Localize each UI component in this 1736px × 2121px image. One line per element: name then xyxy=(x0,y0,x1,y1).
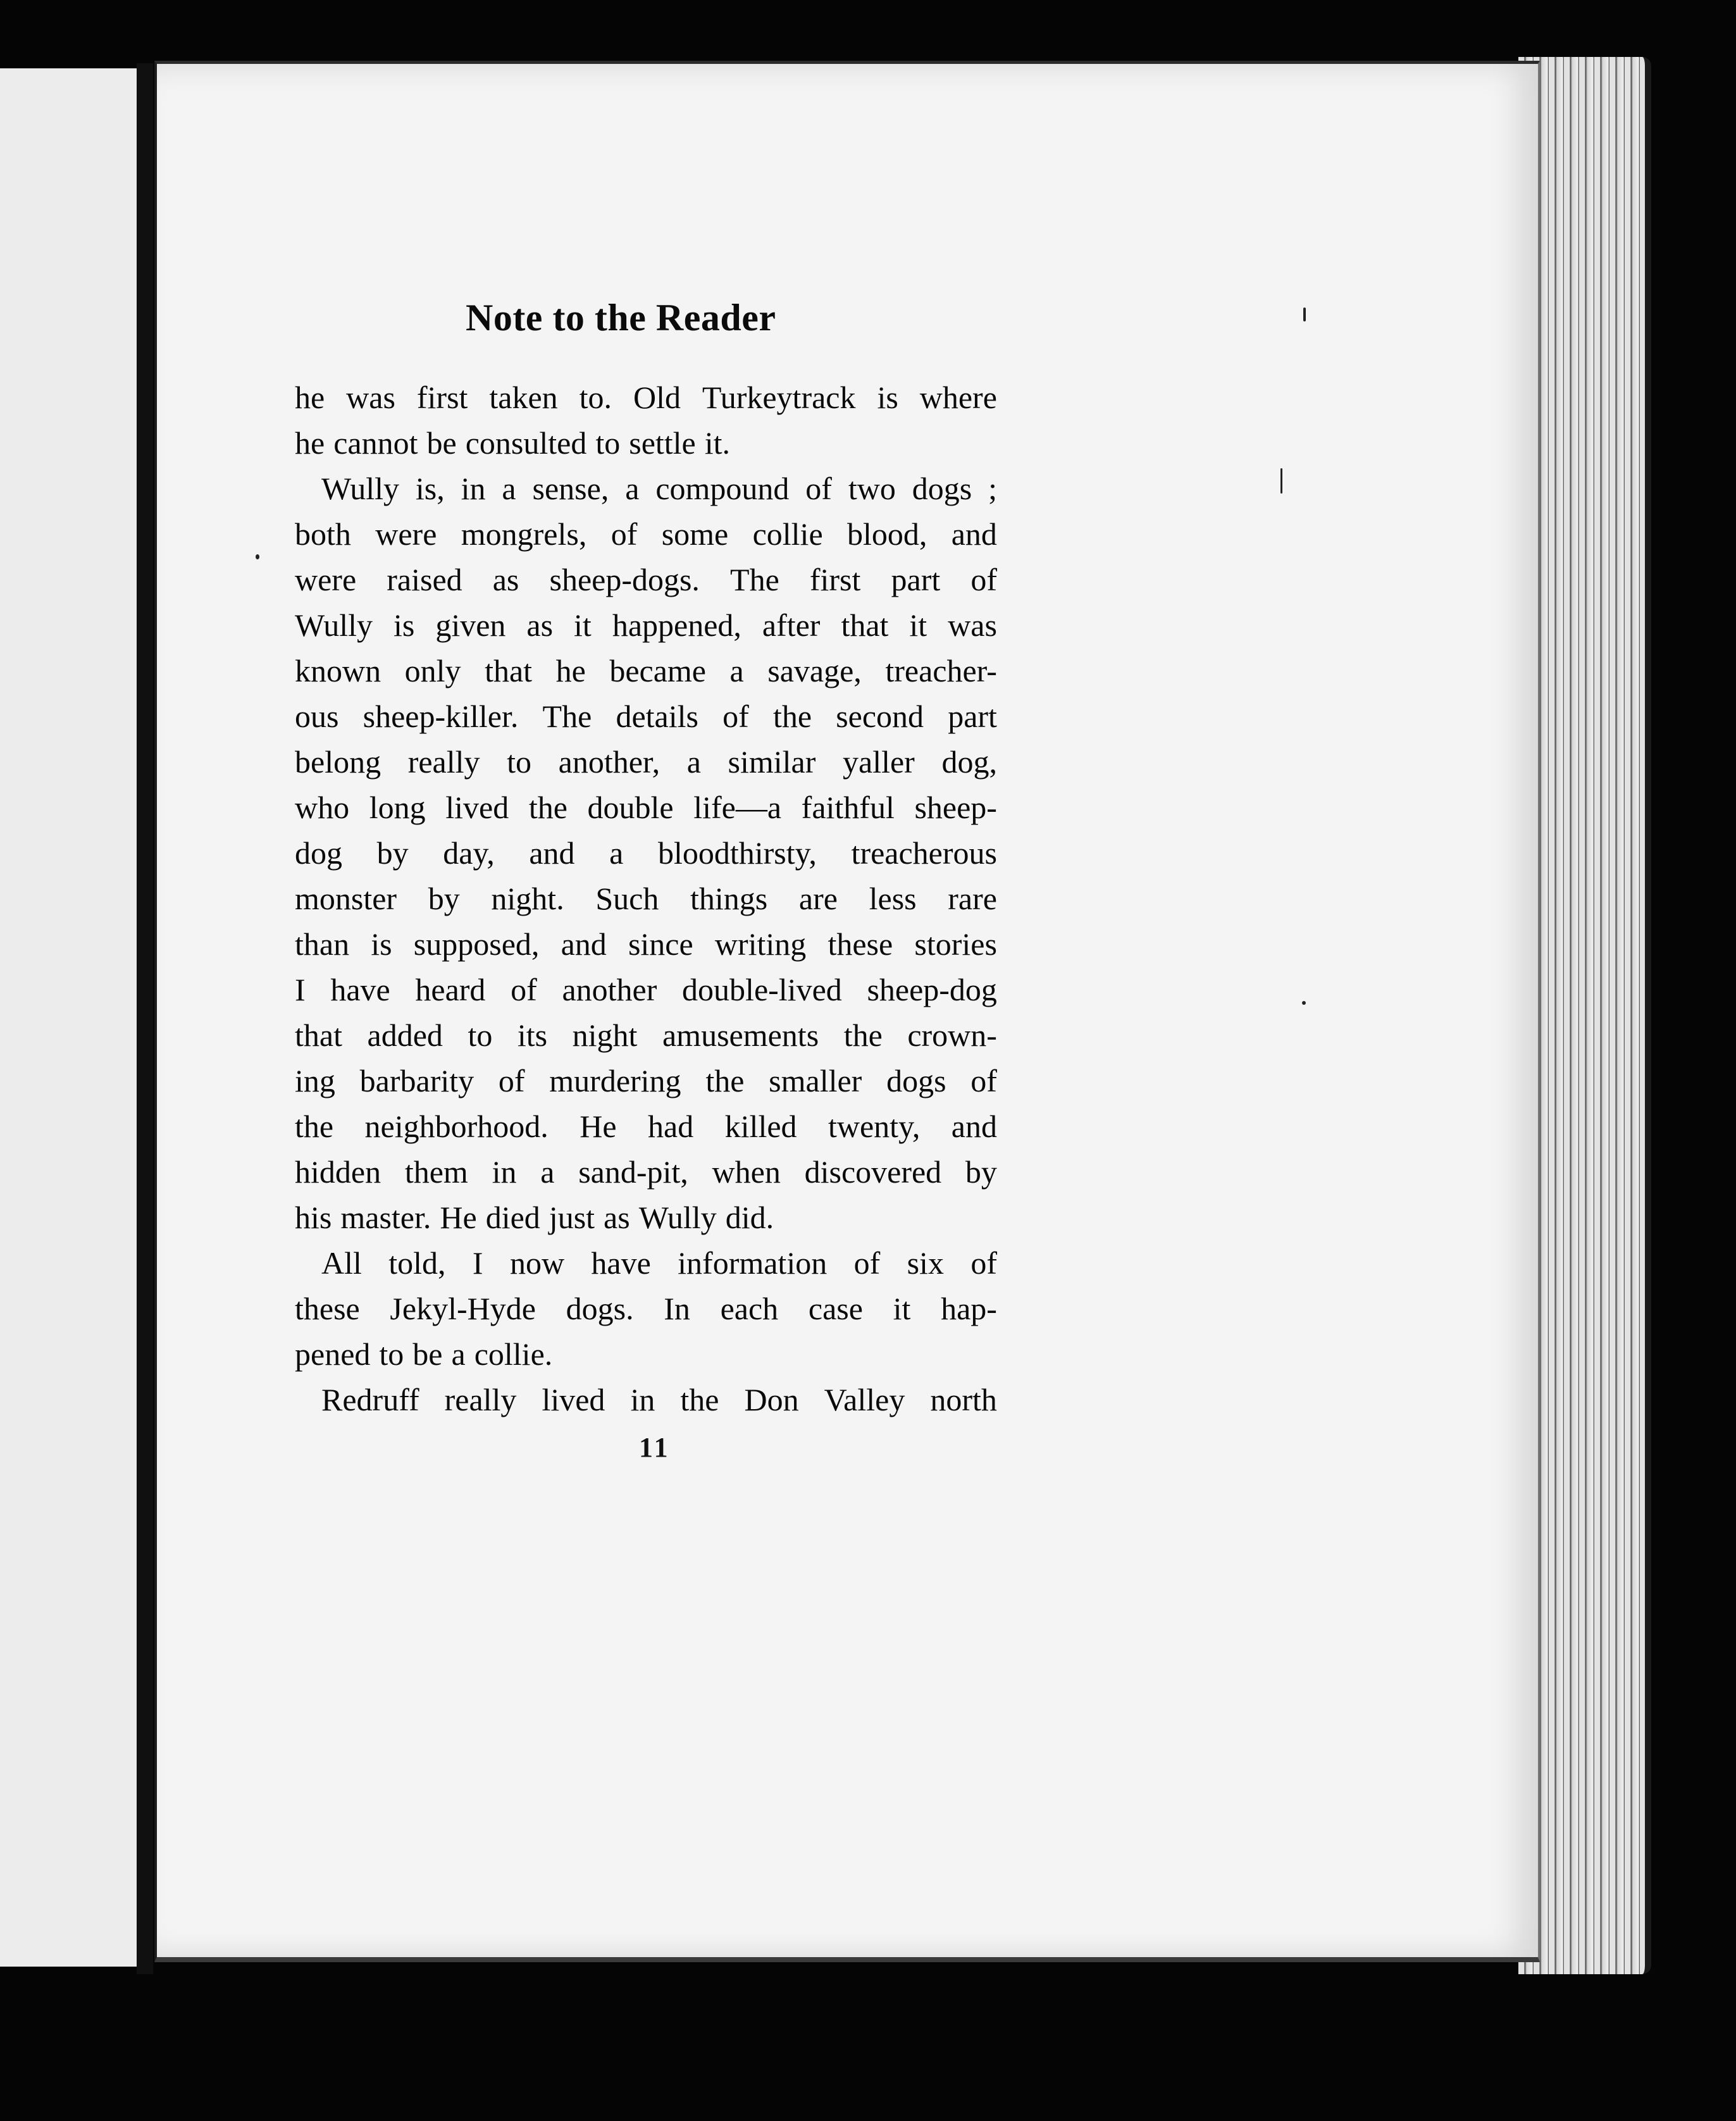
word: sheep- xyxy=(914,790,997,825)
word: discovered xyxy=(804,1154,942,1190)
text-line xyxy=(295,375,997,420)
word: ous xyxy=(295,699,339,734)
word: who xyxy=(295,790,350,825)
word: first xyxy=(809,562,861,597)
word: ; xyxy=(988,471,997,506)
text-line xyxy=(295,557,997,602)
text-line xyxy=(295,1195,997,1240)
text-line xyxy=(295,1058,997,1104)
text-line xyxy=(295,876,997,921)
text-line xyxy=(295,1104,997,1149)
word: long xyxy=(369,790,426,825)
word: Wully xyxy=(295,607,373,643)
word: these xyxy=(295,1291,360,1326)
word: is xyxy=(393,607,415,643)
word: have xyxy=(591,1245,651,1281)
word: part xyxy=(891,562,941,597)
word: of xyxy=(722,699,749,734)
word: the xyxy=(680,1382,719,1417)
word: ing xyxy=(295,1063,335,1098)
word: added xyxy=(367,1017,443,1053)
text-line xyxy=(295,921,997,967)
word: the xyxy=(772,699,812,734)
word: of xyxy=(970,562,997,597)
ink-speck xyxy=(1302,1001,1306,1005)
word: just xyxy=(549,1200,595,1235)
text-line xyxy=(295,1331,997,1377)
word: consulted xyxy=(465,425,587,461)
word: as xyxy=(526,607,554,643)
word: is, xyxy=(415,471,445,506)
word: The xyxy=(542,699,592,734)
word: night xyxy=(572,1017,638,1053)
word: dog xyxy=(295,835,342,871)
word: In xyxy=(664,1291,690,1326)
word: both xyxy=(295,516,351,552)
word: double xyxy=(587,790,674,825)
word: collie. xyxy=(474,1336,553,1372)
word: murdering xyxy=(549,1063,681,1098)
word: two xyxy=(848,471,896,506)
word: monster xyxy=(295,881,397,916)
word: another, xyxy=(558,744,660,780)
word: sheep-dog xyxy=(867,972,997,1007)
word: the xyxy=(705,1063,745,1098)
text-line xyxy=(295,466,997,511)
word: sense, xyxy=(532,471,609,506)
word: neighborhood. xyxy=(364,1109,549,1144)
word: barbarity xyxy=(359,1063,474,1098)
word: a xyxy=(451,1336,466,1372)
word: to xyxy=(595,425,621,461)
text-line xyxy=(295,1012,997,1058)
word: treacher- xyxy=(885,653,997,688)
word: compound xyxy=(655,471,790,506)
word: that xyxy=(295,1017,342,1053)
word: stories xyxy=(914,926,997,962)
word: was xyxy=(948,607,997,643)
word: yaller xyxy=(843,744,915,780)
word: in xyxy=(492,1154,517,1190)
word: a xyxy=(609,835,624,871)
word: sheep-killer. xyxy=(363,699,519,734)
word: his xyxy=(295,1200,332,1235)
text-line xyxy=(295,694,997,739)
word: became xyxy=(609,653,706,688)
word: in xyxy=(461,471,486,506)
word: to xyxy=(379,1336,404,1372)
word: twenty, xyxy=(828,1109,921,1144)
word: he xyxy=(555,653,586,688)
text-line xyxy=(295,511,997,557)
word: first xyxy=(416,380,468,415)
word: in xyxy=(630,1382,655,1417)
text-line xyxy=(295,830,997,876)
word: case xyxy=(808,1291,863,1326)
word: smaller xyxy=(769,1063,862,1098)
word: settle xyxy=(629,425,696,461)
word: as xyxy=(492,562,519,597)
word: he xyxy=(295,425,325,461)
word: by xyxy=(376,835,409,871)
word: Turkeytrack xyxy=(702,380,856,415)
word: Jekyl-Hyde xyxy=(390,1291,536,1326)
ink-speck xyxy=(1303,308,1306,321)
word: the xyxy=(843,1017,883,1053)
word: a xyxy=(502,471,516,506)
text-line xyxy=(295,1149,997,1195)
word: taken xyxy=(489,380,558,415)
word: details xyxy=(616,699,698,734)
word: of xyxy=(970,1245,997,1281)
word: hidden xyxy=(295,1154,381,1190)
ink-speck xyxy=(256,554,259,559)
word: Redruff xyxy=(321,1382,419,1417)
word: lived xyxy=(445,790,509,825)
word: and xyxy=(951,1109,997,1144)
ink-speck xyxy=(1280,468,1282,494)
text-line xyxy=(295,785,997,830)
word: these xyxy=(828,926,893,962)
word: it xyxy=(893,1291,911,1326)
word: of xyxy=(511,972,537,1007)
word: now xyxy=(509,1245,565,1281)
word: it xyxy=(574,607,592,643)
word: blood, xyxy=(846,516,927,552)
word: six xyxy=(907,1245,944,1281)
text-line xyxy=(295,602,997,648)
word: them xyxy=(404,1154,468,1190)
word: rare xyxy=(948,881,997,916)
word: as xyxy=(604,1200,630,1235)
word: things xyxy=(690,881,768,916)
word: it xyxy=(909,607,927,643)
word: night. xyxy=(491,881,564,916)
word: life—a xyxy=(693,790,782,825)
word: bloodthirsty, xyxy=(657,835,817,871)
word: really xyxy=(444,1382,517,1417)
word: he xyxy=(295,380,325,415)
word: less xyxy=(869,881,917,916)
word: Don xyxy=(744,1382,799,1417)
word: lived xyxy=(542,1382,605,1417)
body-text xyxy=(295,375,997,1422)
word: known xyxy=(295,653,381,688)
word: day, xyxy=(443,835,495,871)
word: is xyxy=(371,926,392,962)
word: when xyxy=(712,1154,781,1190)
word: a xyxy=(625,471,640,506)
book-gutter xyxy=(137,63,153,1974)
word: by xyxy=(965,1154,997,1190)
word: the xyxy=(528,790,567,825)
word: Wully xyxy=(638,1200,717,1235)
word: north xyxy=(930,1382,997,1417)
word: only xyxy=(404,653,461,688)
word: a xyxy=(540,1154,555,1190)
text-line xyxy=(295,1377,997,1422)
word: given xyxy=(435,607,506,643)
page-number: 11 xyxy=(639,1432,671,1463)
word: than xyxy=(295,926,350,962)
word: be xyxy=(412,1336,443,1372)
word: its xyxy=(517,1017,548,1053)
word: are xyxy=(798,881,838,916)
word: of xyxy=(611,516,638,552)
word: a xyxy=(729,653,744,688)
word: Wully xyxy=(321,471,399,506)
word: dogs. xyxy=(566,1291,634,1326)
word: that xyxy=(485,653,533,688)
word: faithful xyxy=(801,790,895,825)
word: is xyxy=(877,380,898,415)
text-line xyxy=(295,420,997,466)
word: supposed, xyxy=(413,926,540,962)
word: Such xyxy=(595,881,659,916)
word: double-lived xyxy=(682,972,842,1007)
word: and xyxy=(529,835,575,871)
running-head: Note to the Reader xyxy=(466,297,776,339)
text-line xyxy=(295,648,997,694)
word: really xyxy=(407,744,480,780)
word: was xyxy=(346,380,395,415)
text-line xyxy=(295,1286,997,1331)
word: similar xyxy=(728,744,816,780)
word: another xyxy=(562,972,657,1007)
word: where xyxy=(919,380,997,415)
text-line xyxy=(295,967,997,1012)
word: heard xyxy=(415,972,486,1007)
word: happened, xyxy=(612,607,741,643)
word: of xyxy=(853,1245,881,1281)
word: pened xyxy=(295,1336,371,1372)
word: second xyxy=(836,699,924,734)
word: He xyxy=(580,1109,617,1144)
word: raised xyxy=(387,562,462,597)
word: had xyxy=(648,1109,694,1144)
word: and xyxy=(951,516,997,552)
word: sheep-dogs. xyxy=(549,562,700,597)
word: treacherous xyxy=(851,835,997,871)
facing-page-edge xyxy=(0,68,140,1967)
word: told, xyxy=(388,1245,446,1281)
text-line xyxy=(295,1240,997,1286)
word: by xyxy=(428,881,460,916)
word: a xyxy=(686,744,701,780)
word: The xyxy=(730,562,779,597)
word: All xyxy=(321,1245,362,1281)
word: of xyxy=(805,471,832,506)
word: have xyxy=(330,972,390,1007)
word: each xyxy=(720,1291,779,1326)
word: sand-pit, xyxy=(578,1154,688,1190)
word: to xyxy=(507,744,532,780)
word: writing xyxy=(714,926,807,962)
word: after xyxy=(762,607,821,643)
text-line xyxy=(295,739,997,785)
word: to xyxy=(468,1017,493,1053)
word: of xyxy=(970,1063,997,1098)
word: mongrels, xyxy=(461,516,587,552)
word: I xyxy=(295,972,306,1007)
word: the xyxy=(295,1109,334,1144)
word: crown- xyxy=(907,1017,997,1053)
word: Old xyxy=(633,380,681,415)
word: dogs xyxy=(912,471,972,506)
word: He xyxy=(440,1200,477,1235)
word: died xyxy=(485,1200,540,1235)
word: be xyxy=(426,425,457,461)
word: to. xyxy=(579,380,612,415)
word: amusements xyxy=(662,1017,819,1053)
word: dogs xyxy=(886,1063,946,1098)
word: some xyxy=(661,516,729,552)
word: killed xyxy=(724,1109,797,1144)
word: I xyxy=(472,1245,483,1281)
word: savage, xyxy=(767,653,862,688)
word: collie xyxy=(752,516,823,552)
word: since xyxy=(628,926,693,962)
word: master. xyxy=(340,1200,431,1235)
word: belong xyxy=(295,744,381,780)
word: and xyxy=(561,926,607,962)
word: dog, xyxy=(941,744,997,780)
word: were xyxy=(375,516,437,552)
word: that xyxy=(841,607,889,643)
word: Valley xyxy=(824,1382,905,1417)
word: did. xyxy=(725,1200,774,1235)
word: cannot xyxy=(333,425,418,461)
word: information xyxy=(678,1245,828,1281)
word: were xyxy=(295,562,357,597)
word: hap- xyxy=(941,1291,997,1326)
word: part xyxy=(948,699,997,734)
word: it. xyxy=(704,425,731,461)
word: of xyxy=(498,1063,525,1098)
